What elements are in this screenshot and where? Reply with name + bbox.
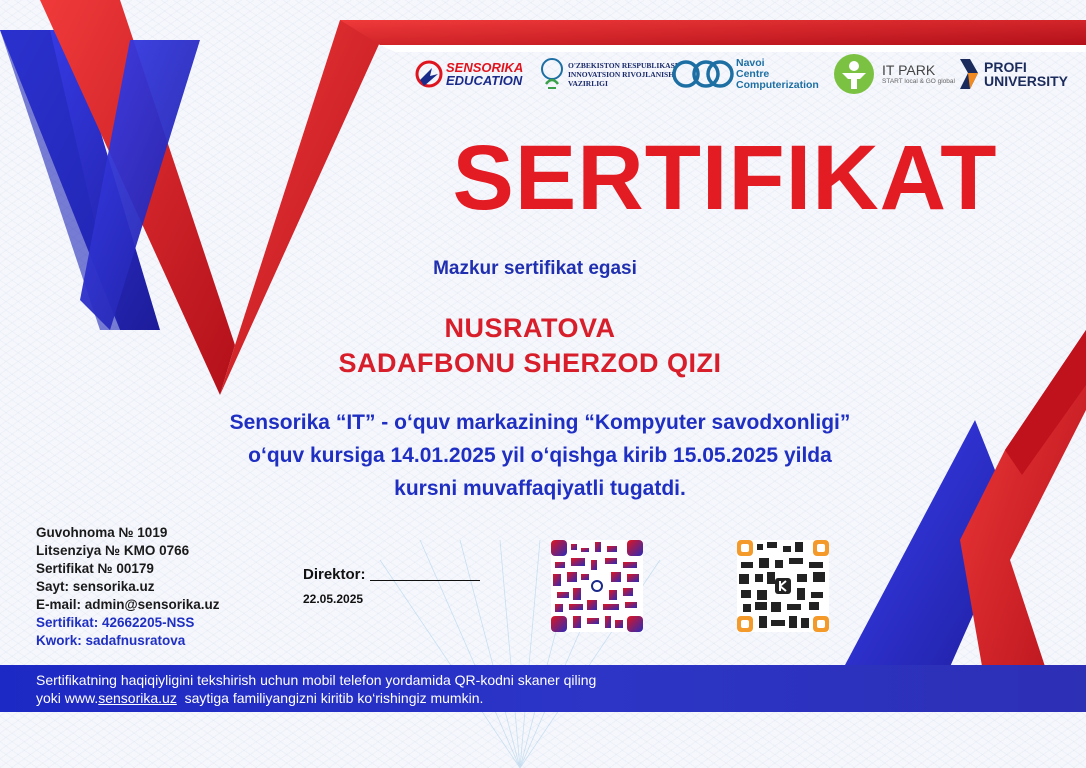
navoi-logo — [672, 52, 819, 96]
it-park-tagline: START local & GO global — [882, 78, 955, 85]
footer-prefix: yoki www. — [36, 690, 99, 706]
ministry-logo — [538, 52, 678, 96]
it-park-logo — [832, 52, 955, 96]
recipient-name-line-2: SADAFBONU SHERZOD QIZI — [338, 348, 722, 378]
profi-line-2: UNIVERSITY — [984, 73, 1069, 89]
certificate-number: Sertifikat № 00179 — [36, 561, 154, 576]
recipient-name-line-1: NUSRATOVA — [444, 313, 616, 343]
kwork-id: Kwork: sadafnusratova — [36, 633, 186, 648]
website: Sayt: sensorika.uz — [36, 579, 155, 594]
owner-label: Mazkur sertifikat egasi — [433, 258, 637, 279]
description-line-3: kursni muvaffaqiyatli tugatdi. — [394, 477, 686, 500]
description-line-2: o‘quv kursiga 14.01.2025 yil o‘qishga kirib 15.05.2025 yilda — [248, 444, 832, 467]
certificate-code: Sertifikat: 42662205-NSS — [36, 615, 195, 630]
footer-line-2 — [36, 690, 483, 706]
qr-code-sensorika[interactable] — [551, 540, 643, 632]
navoi-line-2: Centre — [736, 67, 770, 80]
director-label: Direktor: — [303, 566, 366, 583]
footer-suffix: saytiga familiyangizni kiritib ko‘rishingiz mumkin. — [176, 690, 484, 706]
lightbulb-icon — [538, 56, 566, 92]
ministry-line-1: O'ZBEKISTON RESPUBLIKASI — [568, 60, 678, 70]
sensorika-logo — [414, 52, 523, 96]
it-park-emblem-icon — [832, 53, 876, 95]
litsenziya-number: Litsenziya № KMO 0766 — [36, 543, 190, 558]
footer-site-link[interactable]: sensorika.uz — [98, 690, 177, 706]
it-park-name: IT PARK — [882, 62, 936, 78]
profi-line-1: PROFI — [984, 59, 1027, 75]
issue-date: 22.05.2025 — [303, 592, 364, 606]
sensorika-name: SENSORIKA — [446, 60, 524, 75]
sensorika-subtitle: EDUCATION — [446, 73, 523, 88]
profi-emblem-icon — [958, 57, 980, 91]
description-line-1: Sensorika “IT” - o‘quv markazining “Kompyuter savodxonligi” — [229, 411, 851, 434]
ncc-monogram-icon — [672, 56, 734, 92]
navoi-line-3: Computerization — [736, 78, 819, 91]
ministry-line-3: VAZIRLIGI — [568, 78, 608, 88]
footer-line-1: Sertifikatning haqiqiyligini tekshirish uchun mobil telefon yordamida QR-kodni skaner qiling — [36, 672, 597, 688]
email: E-mail: admin@sensorika.uz — [36, 597, 220, 612]
signature-line — [370, 580, 480, 581]
sensorika-emblem-icon — [414, 58, 444, 90]
navoi-line-1: Navoi — [736, 56, 765, 69]
qr-code-kwork[interactable] — [737, 540, 829, 632]
ministry-line-2: INNOVATSION RIVOJLANISH — [568, 69, 675, 79]
guvohnoma-number: Guvohnoma № 1019 — [36, 525, 168, 540]
director-signature — [303, 566, 480, 583]
profi-university-logo — [958, 52, 1068, 96]
certificate-title: SERTIFIKAT — [452, 127, 998, 229]
